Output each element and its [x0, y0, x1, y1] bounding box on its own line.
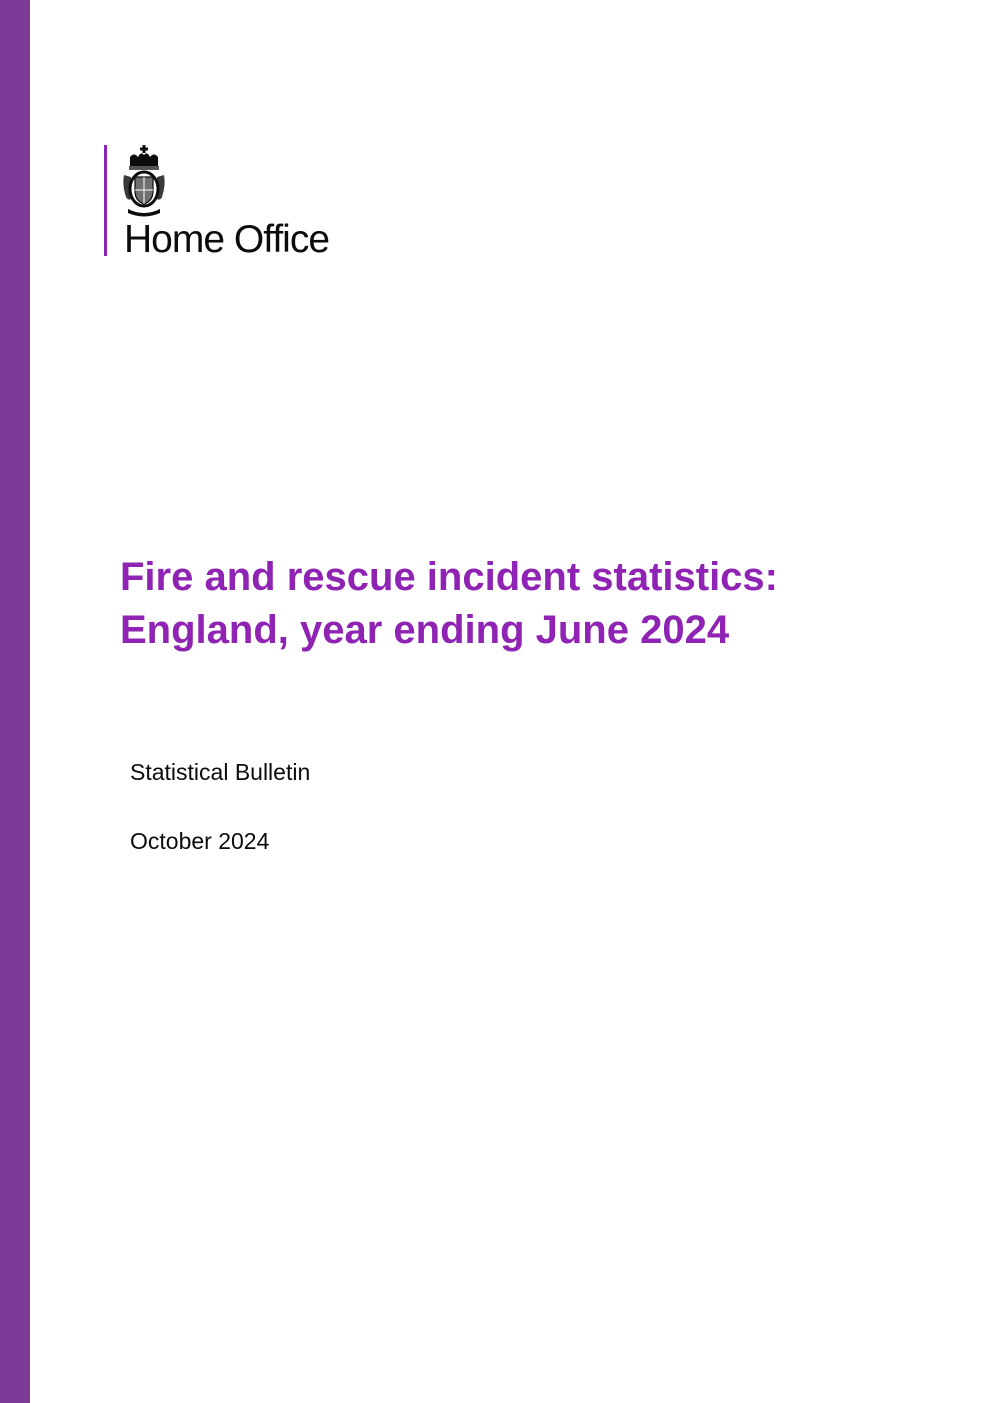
- document-title: [120, 551, 960, 657]
- document-title-line-1: Fire and rescue incident statistics:: [120, 555, 778, 599]
- document-type: Statistical Bulletin: [130, 759, 311, 785]
- publication-date: October 2024: [130, 828, 270, 854]
- side-colour-bar: [0, 0, 30, 1403]
- home-office-logo: [104, 145, 404, 261]
- organisation-name: Home Office: [124, 218, 330, 261]
- document-title-line-2: England, year ending June 2024: [120, 608, 730, 652]
- logo-divider: [104, 145, 107, 256]
- royal-coat-of-arms-icon: [122, 145, 166, 217]
